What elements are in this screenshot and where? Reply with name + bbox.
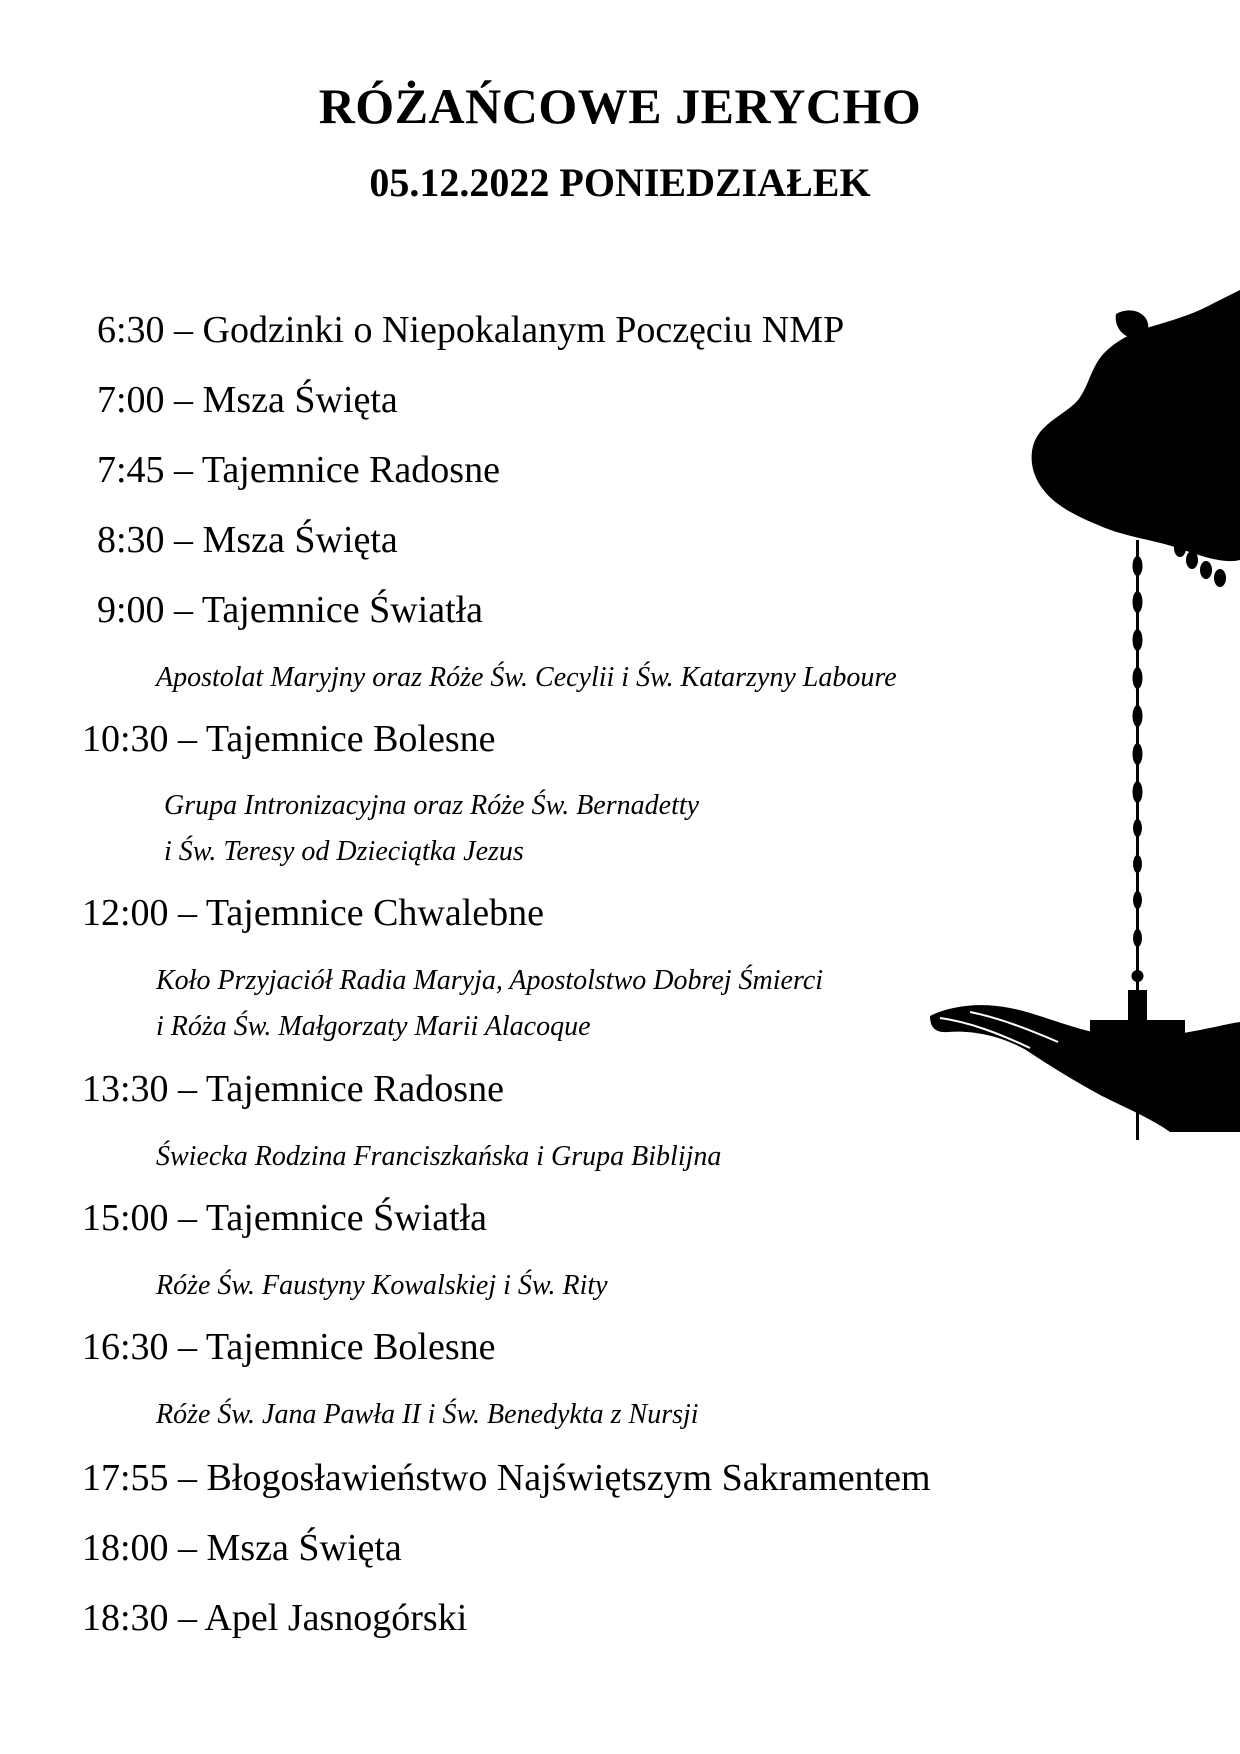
schedule-entry: 18:00 – Msza Święta xyxy=(82,1527,402,1569)
schedule-entry: 12:00 – Tajemnice Chwalebne xyxy=(82,892,545,934)
schedule-note: i Róża Św. Małgorzaty Marii Alacoque xyxy=(156,1011,591,1042)
schedule-entry: 10:30 – Tajemnice Bolesne xyxy=(82,718,496,760)
schedule-entry: 16:30 – Tajemnice Bolesne xyxy=(82,1326,496,1368)
schedule-entry: 18:30 – Apel Jasnogórski xyxy=(82,1597,468,1639)
page-title: RÓŻAŃCOWE JERYCHO xyxy=(318,78,922,134)
schedule-entry: 7:00 – Msza Święta xyxy=(97,379,398,421)
schedule-entry: 8:30 – Msza Święta xyxy=(97,519,398,561)
schedule-note: Świecka Rodzina Franciszkańska i Grupa Biblijna xyxy=(156,1141,722,1172)
schedule-entry: 15:00 – Tajemnice Światła xyxy=(82,1197,488,1239)
page-subtitle: 05.12.2022 PONIEDZIAŁEK xyxy=(369,160,871,205)
schedule-entry: 9:00 – Tajemnice Światła xyxy=(97,589,484,631)
schedule-note: Róże Św. Jana Pawła II i Św. Benedykta z Nursji xyxy=(156,1399,699,1430)
schedule-note: Grupa Intronizacyjna oraz Róże Św. Bernadetty xyxy=(164,790,700,821)
schedule-entry: 6:30 – Godzinki o Niepokalanym Poczęciu NMP xyxy=(97,309,845,351)
schedule-note: Apostolat Maryjny oraz Róże Św. Cecylii i Św. Katarzyny Laboure xyxy=(156,662,897,693)
schedule-entry: 7:45 – Tajemnice Radosne xyxy=(97,449,500,491)
schedule-note: Róże Św. Faustyny Kowalskiej i Św. Rity xyxy=(156,1270,608,1301)
schedule-entry: 17:55 – Błogosławieństwo Najświętszym Sakramentem xyxy=(82,1457,931,1499)
schedule-entry: 13:30 – Tajemnice Radosne xyxy=(82,1068,504,1110)
schedule-note: i Św. Teresy od Dzieciątka Jezus xyxy=(164,836,524,867)
rosary-hands-icon xyxy=(930,290,1240,1280)
schedule-note: Koło Przyjaciół Radia Maryja, Apostolstwo Dobrej Śmierci xyxy=(156,965,824,996)
